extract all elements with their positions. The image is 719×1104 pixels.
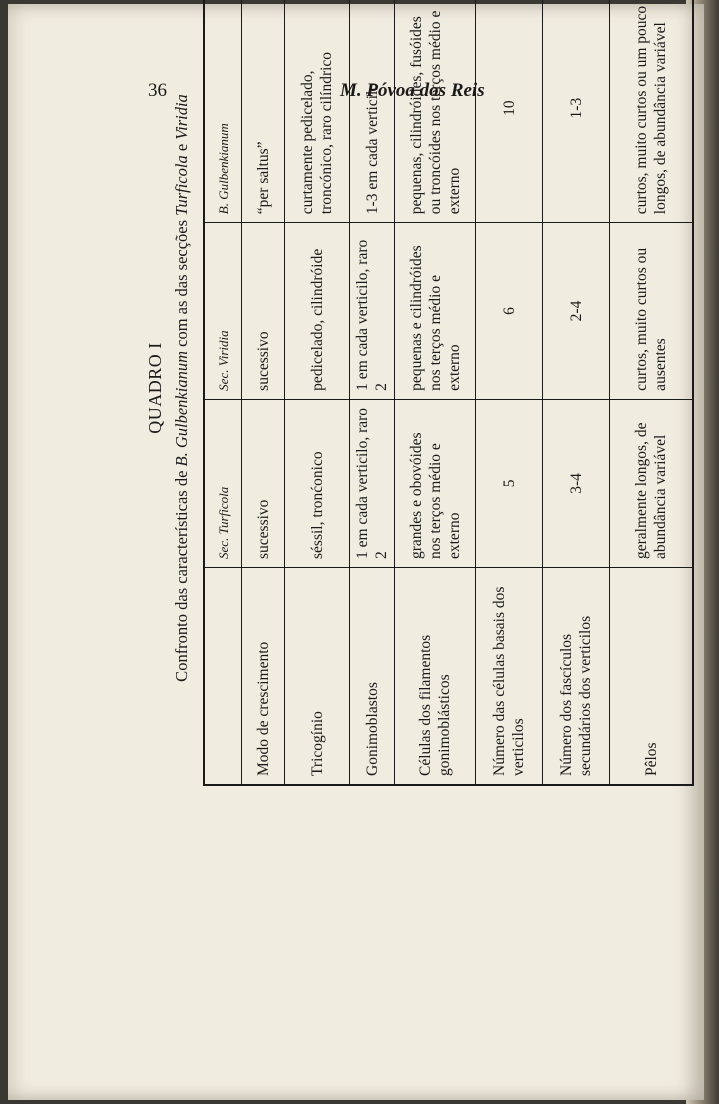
cell-gulbenkianum: 1-3 em cada verticilo (350, 0, 395, 223)
cell-viridia: curtos, muito curtos ou ausentes (610, 223, 694, 400)
table-row (285, 0, 350, 785)
subtitle-mid: com as das secções (172, 215, 191, 351)
header-gulbenkianum: B. Gulbenkianum (204, 0, 242, 223)
cell-viridia: pequenas e cilindróides nos terços médio e externo (395, 223, 476, 400)
subtitle-prefix: Confronto das características de (172, 466, 191, 682)
cell-viridia: 1 em cada verticilo, raro 2 (350, 223, 395, 400)
row-label: Tricogínio (285, 568, 350, 786)
table-row (476, 0, 543, 785)
cell-gulbenkianum: 1-3 (543, 0, 610, 223)
rotated-table-block (145, 0, 669, 794)
row-label: Número das células basais dos verticilos (476, 568, 543, 786)
cell-viridia: 2-4 (543, 223, 610, 400)
comparison-table (203, 0, 694, 786)
table-subtitle (172, 0, 192, 794)
subtitle-and: e (172, 139, 191, 156)
header-viridia: Sec. Viridia (204, 223, 242, 400)
cell-turficola: 5 (476, 399, 543, 567)
table-row (242, 0, 285, 785)
cell-turficola: 1 em cada verticilo, raro 2 (350, 399, 395, 567)
cell-viridia: pedicelado, cilindróide (285, 223, 350, 400)
header-turficola: Sec. Turficola (204, 399, 242, 567)
row-label: Gonimoblastos (350, 568, 395, 786)
subtitle-section-2: Viridia (172, 94, 191, 140)
table-title: QUADRO I (145, 342, 165, 434)
table-row (543, 0, 610, 785)
row-label: Pêlos (610, 568, 694, 786)
cell-viridia: sucessivo (242, 223, 285, 400)
running-title: M. Póvoa dos Reis (340, 80, 485, 101)
cell-turficola: séssil, tronćonico (285, 399, 350, 567)
cell-turficola: 3-4 (543, 399, 610, 567)
page-number: 36 (148, 80, 167, 101)
table-row (350, 0, 395, 785)
cell-gulbenkianum: curtos, muito curtos ou um pouco longos, de abundância variável (610, 0, 694, 223)
cell-gulbenkianum: pequenas, cilindróides, fusóides ou troncóides nos terços médio e externo (395, 0, 476, 223)
cell-turficola: grandes e obovóides nos terços médio e externo (395, 399, 476, 567)
table-header-row (204, 0, 242, 785)
cell-gulbenkianum: 10 (476, 0, 543, 223)
cell-gulbenkianum: curtamente pedicelado, troncónico, raro cilíndrico (285, 0, 350, 223)
cell-turficola: sucessivo (242, 399, 285, 567)
cell-gulbenkianum: “per saltus” (242, 0, 285, 223)
row-label: Modo de crescimento (242, 568, 285, 786)
row-label: Número dos fascículos secundários dos verticilos (543, 568, 610, 786)
row-label: Células dos filamentos gonimoblásticos (395, 568, 476, 786)
header-empty (204, 568, 242, 786)
table-row (610, 0, 694, 785)
subtitle-species: B. Gulbenkianum (172, 350, 191, 467)
subtitle-section-1: Turficola (172, 155, 191, 216)
cell-viridia: 6 (476, 223, 543, 400)
cell-turficola: geralmente longos, de abundância variável (610, 399, 694, 567)
table-row (395, 0, 476, 785)
